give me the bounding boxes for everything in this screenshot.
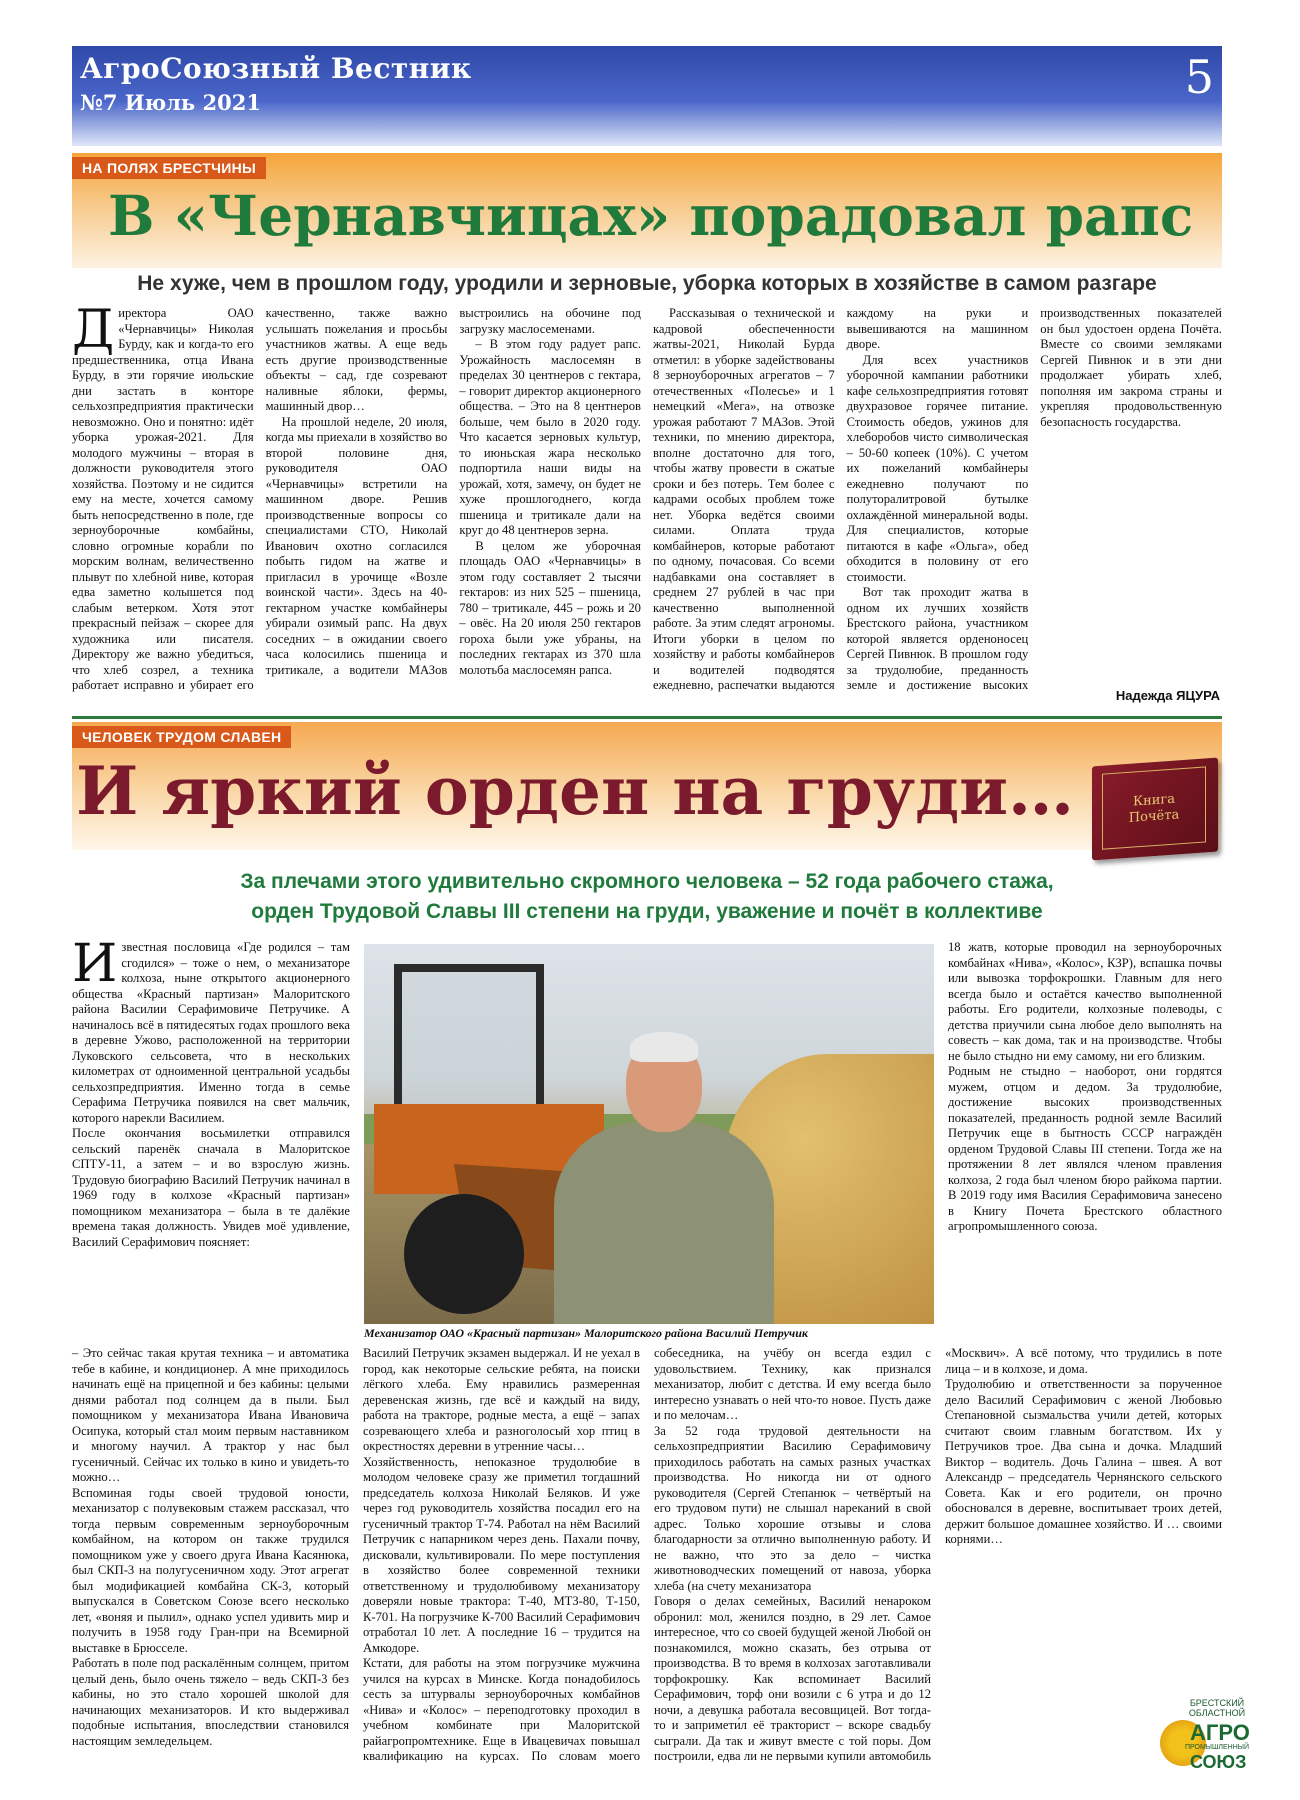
article2-paragraph: Говоря о делах семейных, Василий ненароком обронил: мол, женился поздно, в 29 лет. Самое интересное, что со своей будущей женой Любой он познакомился, можно сказать, без отрыва от производства. В то время в колхозах заготавливали торфокрошку. Как вспоминает Василий Серафимович, торф они возили с 6 утра и до 12 ночи, а девушка работала весовщицей. Вот тогда-то и запримети́л её тракторист – вскоре свадьбу сыграли. Да так и живут вместе с той поры. Дом построили, едва ли не первыми купили автомобиль «Москвич». А всё потому, что трудились в поте лица – и в колхозе, и дома. (654, 1346, 1222, 1763)
article1-subtitle: Не хуже, чем в прошлом году, уродили и зерновые, уборка которых в хозяйстве в самом разгаре (137, 272, 1157, 295)
book-of-honor-image (1092, 758, 1218, 861)
article2-right-column (948, 940, 1222, 1300)
article1-paragraph: – В этом году радует рапс. Урожайность маслосемян в пределах 30 центнеров с гектара, – говорит директор акционерного общества. – Это на 8 центнеров больше, чем было в 2020 году. Что касается зерновых культур, то июньская жара несколько подпортила наши виды на урожай, хотя, замечу, он будет не хуже прошлогоднего, когда пшеница и тритикале дали на круг до 48 центнеров зерна. (459, 337, 641, 537)
article2-paragraph: Работать в поле под раскалённым солнцем, притом целый день, было очень тяжело – ведь СКП-3 без кабины, но это стало хорошей школой для начинающих механизаторов. И кто выдерживал подобные испытания, впоследствии становился настоящим земледельцем. (72, 1656, 349, 1748)
masthead (72, 46, 1222, 146)
newspaper-title: АгроСоюзный Вестник (80, 52, 472, 85)
article2-subtitle (72, 867, 1222, 927)
section-divider (72, 716, 1222, 719)
loader-cab (394, 964, 544, 1114)
article1-paragraph: иректора ОАО «Чернавчицы» Николая Бурду, как и когда-то его предшественника, отца Ивана Бурду, в эти горячие июльские дни застать в конторе сельхозпредприятия практически невозможно. Оно и понятно: идёт уборка урожая-2021. Для молодого мужчины – вторая в должности руководителя этого хозяйства. Поэтому и не сидится ему на месте, хочется самому быть непосредственно в поле, где зерноуборочные комбайны, словно огромные корабли по морским волнам, величественно плывут по хлебной ниве, которая едва заметно колышется под слабым ветерком. Хотя этот прекрасный пейзаж – скорее для художника или писателя. Директору же важно убедиться, что хлеб созрел, а техника работает исправно и убирает его качественно, также важно услышать пожелания и просьбы участников жатвы. А еще ведь есть другие производственные объекты – сад, где созревают наливные яблоки, фермы, машинный двор… (72, 306, 448, 692)
man-hair (630, 1032, 698, 1062)
article2-paragraph: За 52 года трудовой деятельности на сельхозпредприятии Василию Серафимовичу приходилось работать на самых разных участках производства. Но никогда ни от одного руководителя (Сергей Степанюк – четвёртый на его трудовом пути) не слышал нареканий в свой адрес. Только хорошие отзывы и слова благодарности за отлично выполненную работу. И не важно, что это за дело – чистка животноводческих помещений от навоза, уборка хлеба (на счету механизатора (654, 1423, 931, 1593)
article2-paragraph: – Это сейчас такая крутая техника – и автоматика тебе в кабине, и кондиционер. А мне приходилось начинать ещё на прицепной и без кабины: целыми днями работал под солнцем да в пыли. Был помощником у механизатора Ивана Ивановича Осипука, который стал моим первым наставником и многому научил. А трактор у нас был гусеничный. Сейчас их только в кино и увидеть-то можно… (72, 1346, 349, 1484)
article1-rubric: НА ПОЛЯХ БРЕСТЧИНЫ (72, 157, 266, 179)
article2-paragraph: 18 жатв, которые проводил на зерноуборочных комбайнах «Нива», «Колос», КЗР), вспашка почвы или вывозка торфокрошки. Главным для него всегда было и остаётся качество выполненной работы. Его родители, колхозные полеводы, с детства приучили сына любое дело выполнять на совесть – как дома, так и на производстве. Чтобы не было стыдно ни ему самому, ни его близким. (948, 940, 1222, 1063)
article1-body (72, 300, 1222, 708)
article2-dropcap: И (72, 934, 118, 994)
article1-paragraph: На прошлой неделе, 20 июля, когда мы приехали в хозяйство во второй половине дня, руководителя ОАО «Чернавчицы» встретили на машинном дворе. Решив производственные вопросы со специалистами СТО, Николай Иванович охотно согласился побыть гидом на жатве и пригласил в урочище «Возле воинской части». Здесь на 40-гектарном участке комбайнеры убирали озимый рапс. На двух соседних – в ожидании своего часа колосились пшеница и тритикале, а водители МАЗов выстроились на обочине под загрузку маслосеменами. (265, 306, 641, 677)
book-label: Книга (1133, 791, 1175, 810)
article2-title: И яркий орден на груди… (76, 752, 1075, 830)
article2-subtitle-line: За плечами этого удивительно скромного человека – 52 года рабочего стажа, (240, 870, 1054, 893)
article2-paragraph: Кстати, для работы на этом погрузчике мужчина учился на курсах в Минске. Когда понадобилось сесть за штурвалы зерноуборочных комбайнов «Нива» и «Колос» – переподготовку проходил в учебном комбинате при Малоритской райагропромтехнике. Еще в Ивацевичах повышал квалификацию на курсах. По словам моего собеседника, на учёбу он всегда ездил с удовольствием. Технику, как признался механизатор, любит с детства. И ему всегда было интересно узнавать о ней что-то новое. Пусть даже и по мелочам… (363, 1346, 931, 1763)
man-figure (554, 1122, 774, 1324)
article2-rubric: ЧЕЛОВЕК ТРУДОМ СЛАВЕН (72, 726, 291, 748)
logo-text: СОЮЗ (1190, 1752, 1247, 1772)
article1-dropcap: Д (72, 300, 115, 360)
article1-author: Надежда ЯЦУРА (1115, 688, 1220, 703)
article2-left-column (72, 934, 350, 1300)
logo-text: АГРО (1190, 1720, 1250, 1745)
article2-paragraph: Василий Петручик экзамен выдержал. И не уехал в город, как некоторые сельские ребята, на поиски лёгкого хлеба. Ему нравились размеренная деревенская жизнь, где всё и каждый на виду, работа на тракторе, родные места, а ещё – запах созревающего хлеба и разноголосый хор птиц в окрестностях деревни в утренние часы… (363, 1346, 640, 1453)
issue-date: №7 Июль 2021 (80, 90, 261, 115)
article1-paragraph: Вот так проходит жатва в одном их лучших хозяйств Брестского района, участником которой является орденоносец Сергей Пивнюк. В прошлом году за трудолюбие, преданность земле и достижение высоких производственных показателей он был удостоен ордена Почёта. Вместе со своими земляками Сергей Пивнюк и в эти дни продолжает убирать хлеб, пополняя им закрома страны и укрепляя продовольственную безопасность государства. (846, 306, 1222, 692)
article2-bottom-columns (72, 1346, 1222, 1766)
agro-union-logo (1160, 1690, 1252, 1790)
article1-paragraph: Рассказывая о технической и кадровой обеспеченности жатвы-2021, Николай Бурда отметил: в уборке задействованы 8 зерноуборочных агрегатов – 7 отечественных «Полесье» и 1 немецкий «Мега», на отвозке урожая работают 7 МАЗов. Этой техники, по мнению директора, вполне достаточно для того, чтобы жатву провести в сжатые сроки и без потерь. Тем более с кадрами особых проблем тоже нет. Уборка ведётся своими силами. Оплата труда комбайнеров, которые работают по одному, почасовая. Со всеми надбавками она составляет в среднем 27 рублей в час при качественно выполненной работе. За этим следят агрономы. Итоги уборки в целом по хозяйству и работы комбайнеров и водителей подводятся ежедневно, распечатки выдаются каждому на руки и вывешиваются на машинном дворе. (652, 306, 1029, 692)
photo-caption: Механизатор ОАО «Красный партизан» Малоритского района Василий Петручик (364, 1326, 808, 1340)
book-label: Почёта (1128, 807, 1180, 826)
logo-text: ПРОМЫШЛЕННЫЙ (1184, 1744, 1250, 1751)
article2-paragraph: После окончания восьмилетки отправился сельский паренёк сначала в Малоритское СПТУ-11, а затем – и во взрослую жизнь. Трудовую биографию Василий Петручик начинал в 1969 году в колхозе «Красный партизан» помощником механизатора – была в те далёкие времена такая должность. Увидев моё удивление, Василий Серафимович поясняет: (72, 1126, 350, 1249)
article1-title: В «Чернавчицах» порадовал рапс (108, 183, 1194, 248)
loader-wheel (404, 1194, 524, 1314)
book-frame (1102, 766, 1206, 849)
logo-text: БРЕСТСКИЙ ОБЛАСТНОЙ (1188, 1698, 1246, 1718)
article2-paragraph: звестная пословица «Где родился – там сгодился» – тоже о нем, о механизаторе колхоза, ныне открытого акционерного общества «Красный партизан» Малоритского района Василии Серафимовиче Петручике. А начиналось всё в пятидесятых годах прошлого века в деревне Ужово, расположенной на территории Луковского сельсовета, что в нескольких километрах от одноименной центральной усадьбы сельхозпредприятия. Именно тогда в семье Серафима Петручика появился на свет мальчик, которого нарекли Василием. (72, 940, 350, 1125)
article2-paragraph: Хозяйственность, непоказное трудолюбие в молодом человеке сразу же приметил тогдашний председатель колхоза Николай Беляков. И уже через год руководитель хозяйства посадил его на гусеничный трактор Т-74. Работал на нём Василий Петручик с напарником через день. Пахали почву, дисковали, культивировали. По мере поступления в хозяйство более современной техники ответственному и трудолюбивому механизатору доверяли новые трактора: Т-40, МТЗ-80, Т-150, К-701. На погрузчике К-700 Василий Серафимович отработал 10 лет. А последние 16 – трудится на Амкодоре. (363, 1454, 640, 1655)
article1-paragraph: Для всех участников уборочной кампании работники кафе сельхозпредприятия готовят двухразовое горячее питание. Стоимость обедов, ужинов для хлеборобов чисто символическая – 50-60 копеек (10%). С учетом их пожеланий комбайнеры ежедневно получают по полуторалитровой бутылке охлаждённой минеральной воды. Для специалистов, которые питаются в кафе «Ольга», обед обходится в половину от его стоимости. (846, 352, 1029, 584)
article1-paragraph: В целом же уборочная площадь ОАО «Чернавчицы» в этом году составляет 2 тысячи гектаров: из них 525 – пшеница, 780 – тритикале, 445 – рожь и 20 – овёс. На 20 июля 250 гектаров гороха были уже убраны, на последних гектарах из 370 шла молотьба маслосемян рапса. (459, 538, 641, 677)
article2-paragraph: Трудолюбию и ответственности за порученное дело Василий Серафимович с женой Любовью Степановной сызмальства учили детей, которых считают своим главным богатством. Их у Петручиков трое. Два сына и дочка. Младший Виктор – водитель. Дочь Галина – швея. А вот Александр – председатель Чернянского сельского Совета. Как и его родители, он прочно обосновался в деревне, воспитывает троих детей, держит большое домашнее хозяйство. И … своими корнями… (945, 1377, 1222, 1546)
mechanic-photo (364, 944, 934, 1324)
article2-paragraph: Родным не стыдно – наоборот, они гордятся мужем, отцом и дедом. За трудолюбие, достижение высоких производственных показателей, преданность родной земле Василий Петручик еще в бытность СССР награждён орденом Трудовой Славы III степени. Тогда же на протяжении 8 лет являлся членом правления колхоза, 2 года был членом бюро райкома партии. В 2019 году имя Василия Серафимовича занесено в Книгу Почета Брестского областного агропромышленного союза. (948, 1064, 1222, 1233)
article2-paragraph: Вспоминая годы своей трудовой юности, механизатор с полувековым стажем рассказал, что тогда первым современным зерноуборочным комбайном, на котором он также трудился помощником уже у своего друга Ивана Касянюка, был СКП-3 на полугусеничном ходу. Этот агрегат был модификацией комбайна СК-3, который выпускался в Советском Союзе всего несколько лет, «воняя и пылил», однако успел удивить мир и получить в 1958 году Гран-при на Всемирной выставке в Брюсселе. (72, 1485, 349, 1655)
article2-subtitle-line: орден Трудовой Славы III степени на груди, уважение и почёт в коллективе (251, 900, 1043, 923)
page-number: 5 (1184, 50, 1214, 104)
